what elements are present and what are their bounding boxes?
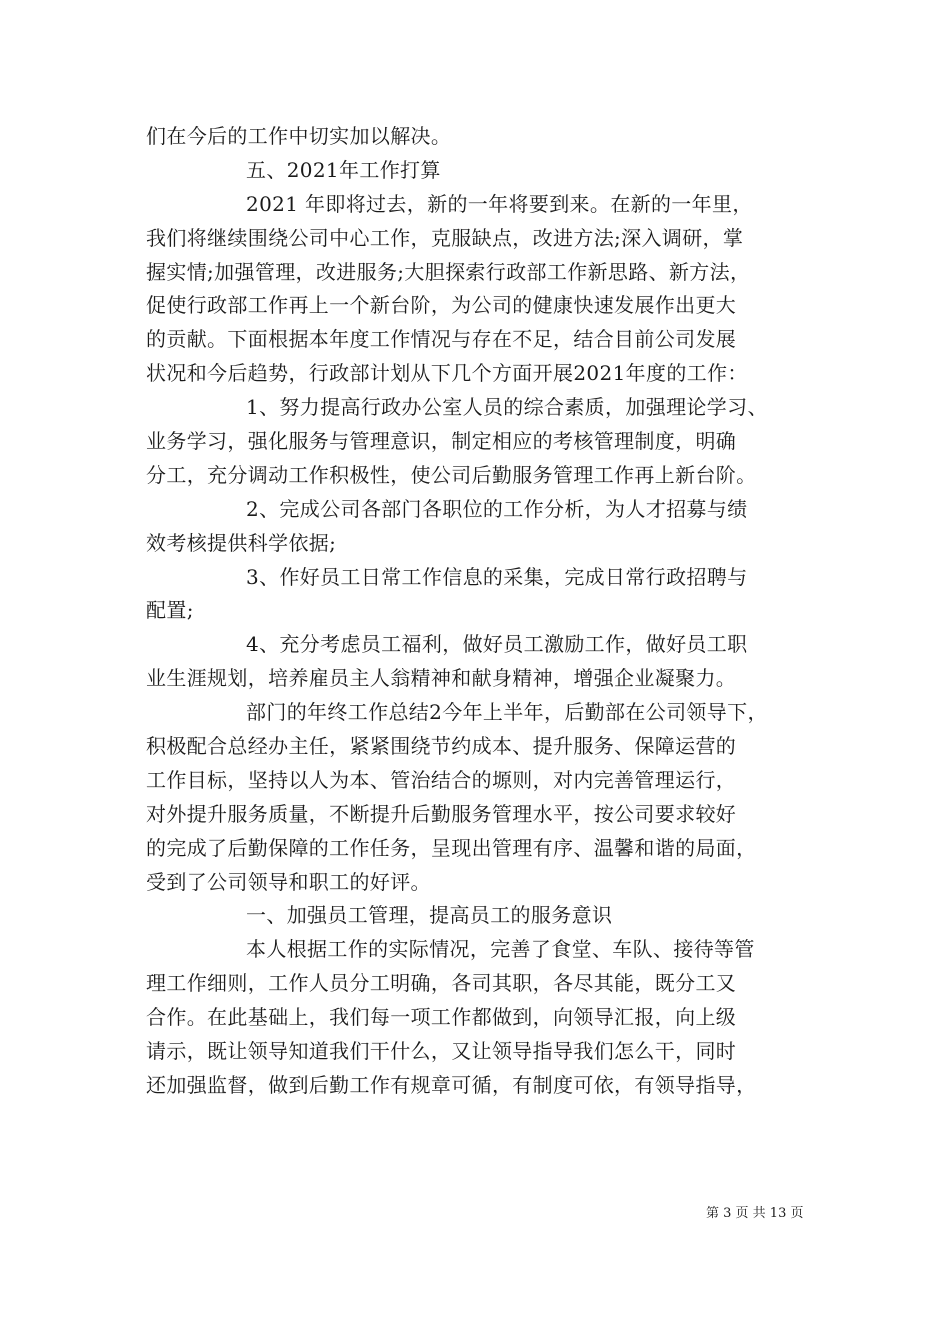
- page-number-footer: 第 3 页 共 13 页: [706, 1206, 804, 1221]
- paragraph-line: 的完成了后勤保障的工作任务，呈现出管理有序、温馨和谐的局面，: [146, 835, 757, 860]
- paragraph-line: 理工作细则，工作人员分工明确，各司其职，各尽其能，既分工又: [146, 971, 737, 996]
- list-item-4: 4、充分考虑员工福利，做好员工激励工作，做好员工职: [246, 632, 748, 657]
- paragraph-line: 业生涯规划，培养雇员主人翁精神和献身精神，增强企业凝聚力。: [146, 666, 737, 691]
- list-item-3: 3、作好员工日常工作信息的采集，完成日常行政招聘与: [246, 564, 748, 589]
- paragraph-line: 握实情;加强管理，改进服务;大胆探索行政部工作新思路、新方法，: [146, 259, 751, 284]
- paragraph-line: 合作。在此基础上，我们每一项工作都做到，向领导汇报，向上级: [146, 1005, 737, 1030]
- paragraph-line: 工作目标，坚持以人为本、管治结合的塬则，对内完善管理运行，: [146, 767, 737, 792]
- paragraph-line: 促使行政部工作再上一个新台阶，为公司的健康快速发展作出更大: [146, 293, 737, 318]
- paragraph-line: 状况和今后趋势，行政部计划从下几个方面开展2021年度的工作：: [146, 361, 748, 386]
- body-text: [146, 120, 806, 1103]
- paragraph-line: 积极配合总经办主任，紧紧围绕节约成本、提升服务、保障运营的: [146, 734, 737, 759]
- paragraph-line: 分工，充分调动工作积极性，使公司后勤服务管理工作再上新台阶。: [146, 462, 757, 487]
- paragraph-line: 对外提升服务质量，不断提升后勤服务管理水平，按公司要求较好: [146, 801, 737, 826]
- paragraph-line: 的贡献。下面根据本年度工作情况与存在不足，结合目前公司发展: [146, 327, 737, 352]
- paragraph-line: 请示，既让领导知道我们干什么，又让领导指导我们怎么干，同时: [146, 1039, 737, 1064]
- paragraph-line: 效考核提供科学依据;: [146, 530, 337, 555]
- list-item-2: 2、完成公司各部门各职位的工作分析，为人才招募与绩: [246, 496, 748, 521]
- paragraph-line: 们在今后的工作中切实加以解决。: [146, 124, 452, 148]
- paragraph-line: 受到了公司领导和职工的好评。: [146, 869, 431, 894]
- paragraph-line: 我们将继续围绕公司中心工作，克服缺点，改进方法;深入调研，掌: [146, 225, 744, 250]
- paragraph-line: 2021 年即将过去，新的一年将要到来。在新的一年里，: [246, 191, 753, 216]
- section-heading-2021-plan: 五、2021年工作打算: [246, 157, 441, 182]
- paragraph-line: 还加强监督，做到后勤工作有规章可循，有制度可依，有领导指导，: [146, 1072, 757, 1097]
- paragraph-line: 本人根据工作的实际情况，完善了食堂、车队、接待等管: [246, 937, 755, 962]
- paragraph-line: 业务学习，强化服务与管理意识，制定相应的考核管理制度，明确: [146, 429, 737, 454]
- paragraph-line: 部门的年终工作总结2今年上半年，后勤部在公司领导下，: [246, 700, 768, 725]
- section-heading-staff-management: 一、加强员工管理，提高员工的服务意识: [246, 903, 613, 928]
- paragraph-line: 配置;: [146, 598, 194, 623]
- list-item-1: 1、努力提高行政办公室人员的综合素质，加强理论学习、: [246, 395, 768, 420]
